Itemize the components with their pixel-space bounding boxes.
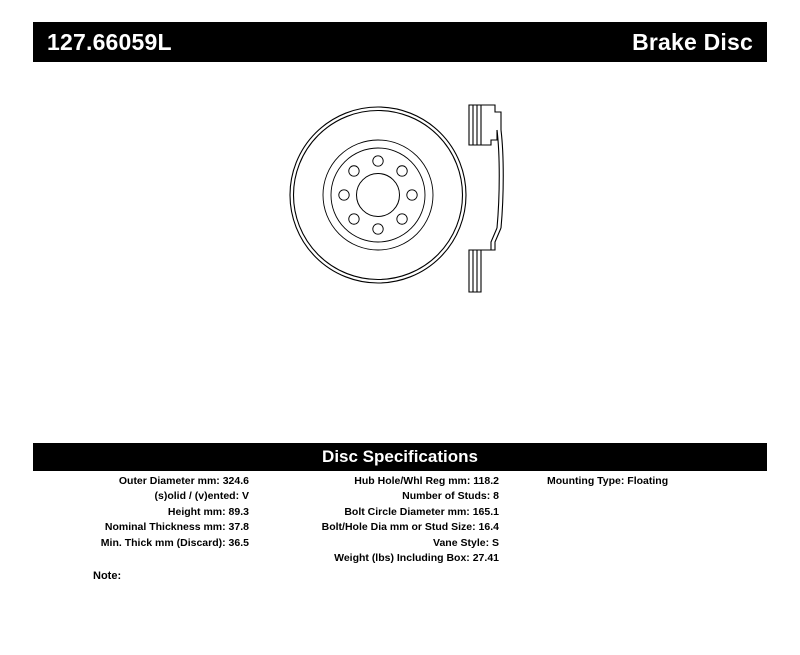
spec-item: Min. Thick mm (Discard): 36.5 <box>100 536 249 549</box>
specs-section-title: Disc Specifications <box>322 447 478 466</box>
specs-column-middle <box>255 474 505 566</box>
spec-item: Number of Studs: 8 <box>402 490 499 503</box>
spec-item: Outer Diameter mm: 324.6 <box>118 475 249 487</box>
technical-drawing <box>33 75 767 420</box>
note-label: Note: <box>93 570 122 582</box>
brake-rotor-cross-section-view <box>451 100 531 305</box>
header-bar <box>33 22 767 62</box>
specs-header-bar <box>33 443 767 471</box>
part-number: 127.66059L <box>47 28 172 55</box>
spec-item: Bolt Circle Diameter mm: 165.1 <box>344 505 499 518</box>
specs-column-right <box>505 474 767 489</box>
specs-body <box>33 474 767 566</box>
note-row <box>33 570 767 582</box>
spec-item: Mounting Type: Floating <box>547 475 669 487</box>
spec-item: Bolt/Hole Dia mm or Stud Size: 16.4 <box>321 521 499 534</box>
specs-column-left <box>33 474 255 551</box>
spec-item: (s)olid / (v)ented: V <box>154 490 249 503</box>
page-title: Brake Disc <box>632 28 753 55</box>
spec-item: Hub Hole/Whl Reg mm: 118.2 <box>354 475 499 487</box>
brake-rotor-face-view <box>288 105 468 290</box>
spec-item: Height mm: 89.3 <box>167 505 249 518</box>
spec-item: Weight (lbs) Including Box: 27.41 <box>334 552 499 565</box>
spec-item: Vane Style: S <box>433 536 499 549</box>
spec-item: Nominal Thickness mm: 37.8 <box>104 521 249 534</box>
